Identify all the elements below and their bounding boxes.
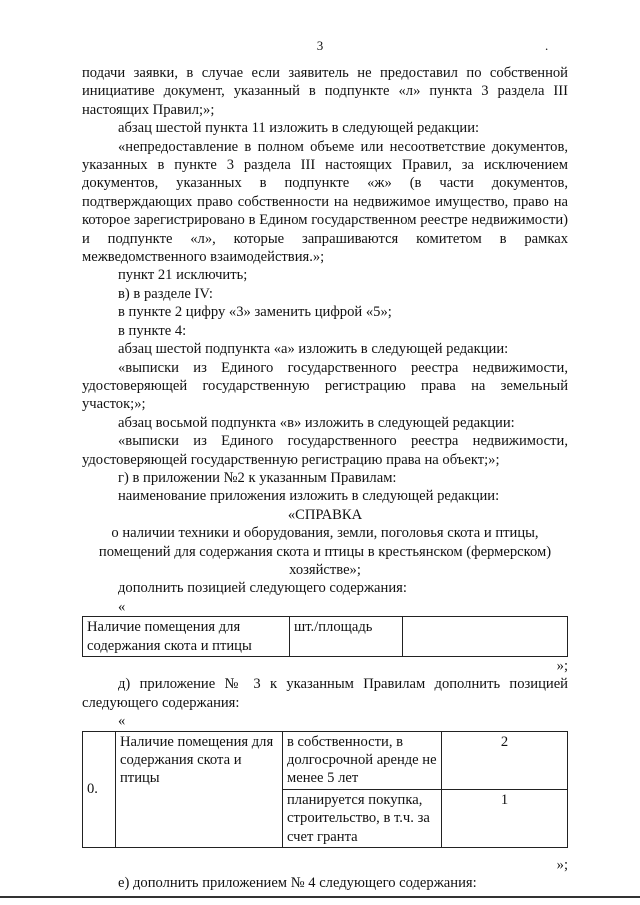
paragraph-d: д) приложение № 3 к указанным Правилам дополнить позицией следующего содержания: [82,676,568,711]
paragraph-7: в пункте 4: [118,322,187,339]
paragraph-13: наименование приложения изложить в следующей редакции: [118,488,500,505]
paragraph-4: пункт 21 исключить; [118,267,248,284]
paragraph-3: «непредоставление в полном объеме или несоответствие документов, указанных в пункте 3 раздела III настоящих Правил, за исключением документов, указанных в подпункте «ж» (в части документов, подтверждающих право собственности на недвижимое имущество, право на которое зарегистрировано в Едином государственном реестре недвижимости) и подпункте «л», которые запрашиваются комитетом в рамках межведомственного взаимодействия.»; [82,138,568,266]
page-number: 3 [316,38,324,53]
paragraph-5: в) в разделе IV: [118,285,213,302]
add-position-text: дополнить позицией следующего содержания: [118,580,407,597]
document-body [82,64,568,893]
table-row [83,731,568,789]
open-quote-1: « [118,598,126,615]
close-quote-2: »; [556,857,568,874]
table2-condition-2: планируется покупка, строительство, в т.ч. за счет гранта [283,789,442,847]
table2-score-1: 2 [442,731,568,789]
paragraph-12: г) в приложении №2 к указанным Правилам: [118,469,397,486]
paragraph-8: абзац шестой подпункта «а» изложить в следующей редакции: [118,341,509,358]
table-row [83,617,568,657]
spravka-subtitle: о наличии техники и оборудования, земли, поголовья скота и птицы, помещений для содержания скота и птицы в крестьянском (фермерском) хозяйстве»; [98,525,552,578]
bottom-edge-line [0,896,640,898]
table1-name-cell: Наличие помещения для содержания скота и птицы [83,617,290,657]
spravka-title: «СПРАВКА [287,506,363,523]
paragraph-9: «выписки из Единого государственного реестра недвижимости, удостоверяющей государственную регистрацию права на земельный участок;»; [82,359,568,413]
paragraph-1: подачи заявки, в случае если заявитель не предоставил по собственной инициативе документ, указанный в подпункте «л» пункта 3 раздела III настоящих Правил;»; [82,65,568,118]
open-quote-2: « [118,713,126,730]
table-1 [82,616,568,657]
table1-empty-cell [403,617,568,657]
header-dot: . [545,38,549,53]
close-quote-1: »; [556,658,568,674]
table1-unit-cell: шт./площадь [290,617,403,657]
table2-num-cell: 0. [83,731,116,847]
paragraph-6: в пункте 2 цифру «3» заменить цифрой «5»; [118,304,392,321]
table-2 [82,731,568,848]
table2-score-2: 1 [442,789,568,847]
paragraph-2: абзац шестой пункта 11 изложить в следующей редакции: [118,120,480,137]
paragraph-11: «выписки из Единого государственного реестра недвижимости, удостоверяющей государственную регистрацию права на объект;»; [82,433,568,468]
table2-condition-1: в собственности, в долгосрочной аренде не менее 5 лет [283,731,442,789]
paragraph-10: абзац восьмой подпункта «в» изложить в следующей редакции: [118,414,515,431]
paragraph-e: е) дополнить приложением № 4 следующего содержания: [118,875,477,892]
table2-name-cell: Наличие помещения для содержания скота и птицы [116,731,283,847]
